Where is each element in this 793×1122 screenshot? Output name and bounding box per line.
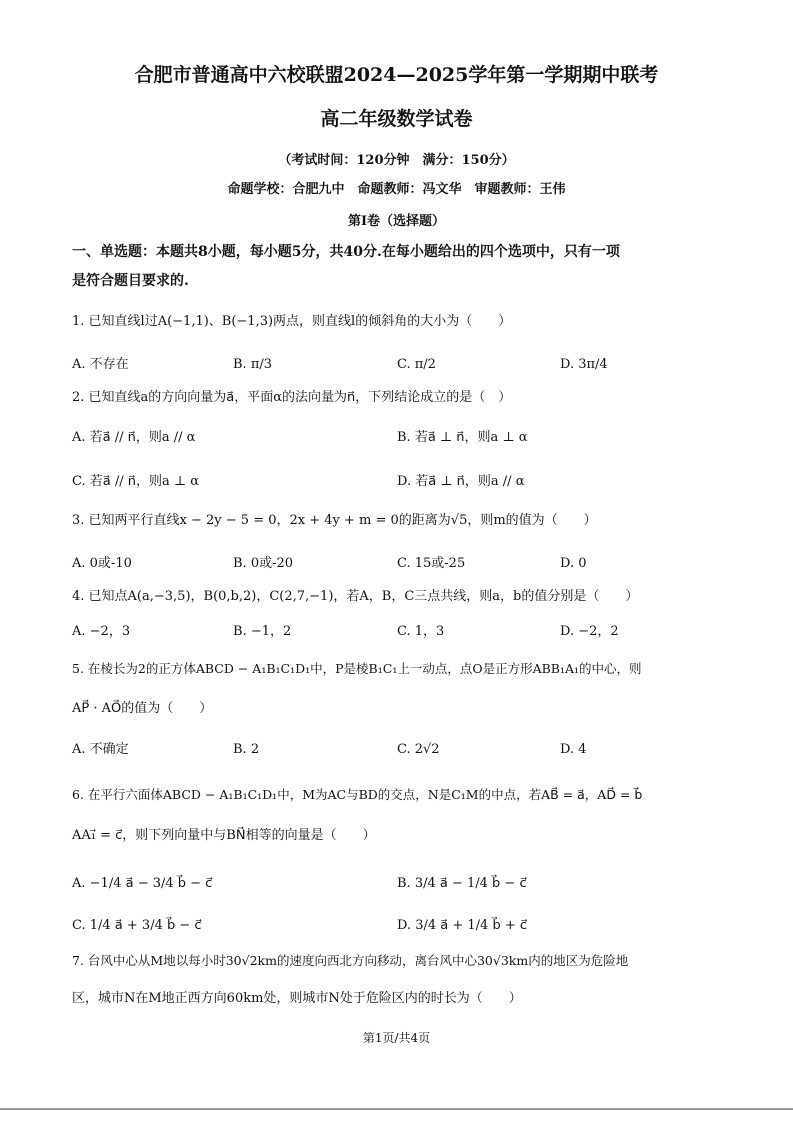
question-6-option-b: B. 3/4 a⃗ − 1/4 b⃗ − c⃗ — [397, 876, 527, 891]
question-1-option-c: C. π/2 — [397, 357, 436, 372]
question-1-option-b: B. π/3 — [233, 357, 273, 372]
question-2-option-a: A. 若a⃗ // n⃗，则a // α — [72, 430, 196, 445]
question-1-stem: 1. 已知直线l过A(−1,1)、B(−1,3)两点，则直线l的倾斜角的大小为（ ） — [72, 314, 512, 329]
question-6-stem-line1: 6. 在平行六面体ABCD − A₁B₁C₁D₁中，M为AC与BD的交点，N是C₁M的中点，若AB⃗ = a⃗，AD⃗ = b⃗ — [72, 787, 643, 802]
volume-title: 第Ⅰ卷（选择题） — [347, 214, 446, 229]
question-5-option-b: B. 2 — [233, 742, 260, 757]
question-1-option-a: A. 不存在 — [72, 357, 129, 372]
section-heading-line2: 是符合题目要求的. — [72, 273, 189, 289]
question-7-stem-line2: 区，城市N在M地正西方向60km处，则城市N处于危险区内的时长为（ ） — [72, 991, 522, 1006]
exam-subtitle: 高二年级数学试卷 — [320, 108, 473, 130]
section-heading-line1: 一、单选题：本题共8小题，每小题5分，共40分.在每小题给出的四个选项中，只有一项 — [72, 244, 620, 260]
question-3-option-a: A. 0或-10 — [72, 556, 132, 571]
exam-authors: 命题学校：合肥九中 命题教师：冯文华 审题教师：王伟 — [227, 182, 566, 197]
question-2-option-b: B. 若a⃗ ⊥ n⃗，则a ⊥ α — [397, 430, 528, 445]
exam-info: （考试时间：120分钟 满分：150分） — [278, 153, 515, 168]
question-4-option-d: D. −2，2 — [560, 624, 619, 639]
question-5-option-d: D. 4 — [560, 742, 587, 757]
question-2-option-c: C. 若a⃗ // n⃗，则a ⊥ α — [72, 474, 199, 489]
question-1-option-d: D. 3π/4 — [560, 357, 608, 372]
question-3-stem: 3. 已知两平行直线x − 2y − 5 = 0，2x + 4y + m = 0的距离为√5，则m的值为（ ） — [72, 513, 597, 528]
page-footer: 第1页/共4页 — [362, 1031, 431, 1045]
question-4-option-b: B. −1，2 — [233, 624, 292, 639]
question-6-option-c: C. 1/4 a⃗ + 3/4 b⃗ − c⃗ — [72, 918, 202, 933]
question-5-stem-line1: 5. 在棱长为2的正方体ABCD − A₁B₁C₁D₁中，P是棱B₁C₁上一动点，点O是正方形ABB₁A₁的中心，则 — [72, 661, 642, 676]
question-5-option-a: A. 不确定 — [72, 742, 129, 757]
question-3-option-c: C. 15或-25 — [397, 556, 466, 571]
question-3-option-b: B. 0或-20 — [233, 556, 294, 571]
question-7-stem-line1: 7. 台风中心从M地以每小时30√2km的速度向西北方向移动，离台风中心30√3km内的地区为危险地 — [72, 953, 629, 968]
question-3-option-d: D. 0 — [560, 556, 587, 571]
exam-title: 合肥市普通高中六校联盟2024—2025学年第一学期期中联考 — [134, 64, 659, 86]
question-4-option-c: C. 1，3 — [397, 624, 445, 639]
question-4-stem: 4. 已知点A(a,−3,5)，B(0,b,2)，C(2,7,−1)，若A，B，C三点共线，则a，b的值分别是（ ） — [72, 589, 639, 604]
question-2-option-d: D. 若a⃗ ⊥ n⃗，则a // α — [397, 474, 525, 489]
question-2-stem: 2. 已知直线a的方向向量为a⃗，平面α的法向量为n⃗，下列结论成立的是（ ） — [72, 390, 512, 405]
question-6-option-d: D. 3/4 a⃗ + 1/4 b⃗ + c⃗ — [397, 918, 528, 933]
question-6-stem-line2: AA₁⃗ = c⃗，则下列向量中与BN⃗相等的向量是（ ） — [72, 828, 376, 843]
question-5-option-c: C. 2√2 — [397, 742, 440, 757]
question-5-stem-line2: AP⃗ · AO⃗的值为（ ） — [72, 701, 213, 716]
page-bottom-border — [0, 1108, 793, 1110]
question-4-option-a: A. −2，3 — [72, 624, 131, 639]
question-6-option-a: A. −1/4 a⃗ − 3/4 b⃗ − c⃗ — [72, 876, 213, 891]
